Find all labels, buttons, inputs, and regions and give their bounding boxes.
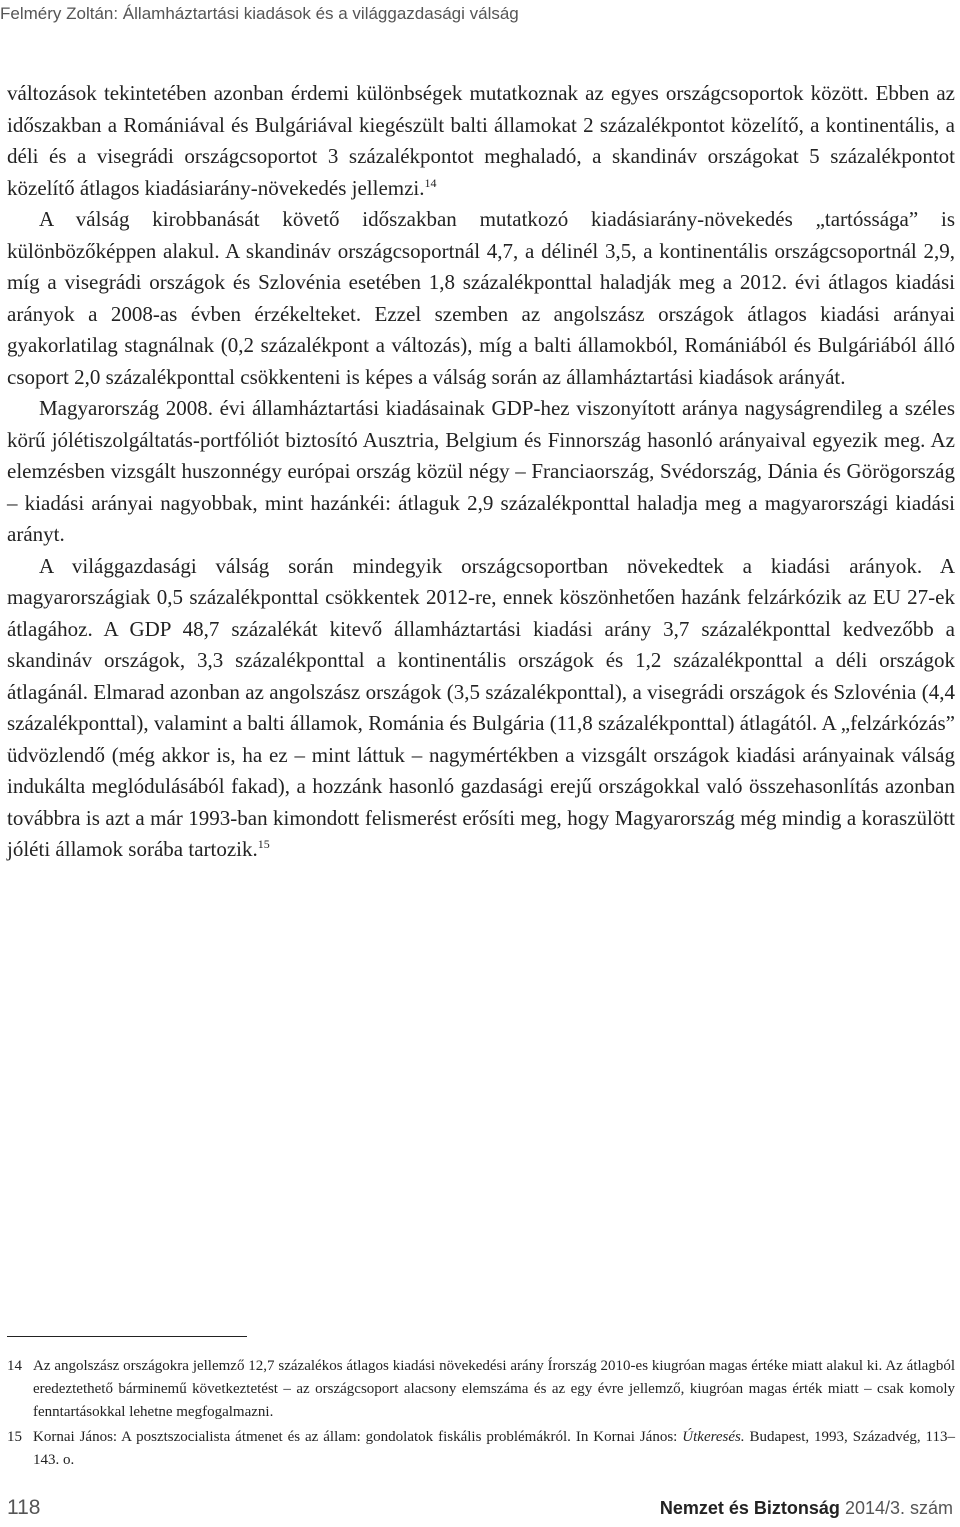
footnote-text (33, 1426, 955, 1472)
body-text (7, 78, 955, 866)
paragraph-4 (7, 551, 955, 866)
page-footer (7, 1496, 957, 1524)
footnote-divider (7, 1336, 247, 1337)
journal-name: Nemzet és Biztonság (659, 1498, 840, 1518)
paragraph-3 (7, 393, 955, 551)
paragraph-1-text: változások tekintetében azonban érdemi különbségek mutatkoznak az egyes országcsoportok között. Ebben az időszakban a Romániával és Bulgáriával kiegészült balti államokat 2 százalékpontot közelítő, a kontinentális, a déli és a visegrádi országcsoportot 3 százalékpontot meghaladó, a skandináv országokat 5 százalékpontot közelítő átlagos kiadásiarány-növekedés jellemzi. (7, 81, 955, 200)
footnote-body: Az angolszász országokra jellemző 12,7 százalékos átlagos kiadási növekedési arány Írország 2010-es kiugróan magas értéke miatt alakul ki. Az átlagból eredeztethető bárminemű következtetést – az országcsoport alacsony elemszáma és az egy évre jellemző, kiugróan magas érték miatt – csak komoly fenntartásokkal lehetne megfogalmazni. (33, 1358, 955, 1420)
journal-issue: 2014/3. szám (844, 1498, 953, 1518)
running-header: Felméry Zoltán: Államháztartási kiadások és a világgazdasági válság (0, 4, 519, 23)
footnote-book-title: Útkeresés. (682, 1429, 745, 1445)
footnote-ref-15[interactable]: 15 (257, 837, 270, 851)
footnote-14 (7, 1355, 955, 1424)
paragraph-4-text: A világgazdasági válság során mindegyik országcsoportban növekedtek a kiadási arányok. A magyarországiak 0,5 százalékponttal csökkentek 2012-re, ennek köszönhetően hazánk felzárkózik az EU 27-ek átlagához. A GDP 48,7 százalékát kitevő államháztartási kiadási arány 3,7 százalékponttal kedvezőbb a skandináv országok, 3,3 százalékponttal a kontinentális országok és 1,2 százalékponttal a déli országok átlagánál. Elmarad azonban az angolszász országok (3,5 százalékponttal), a visegrádi országok és Szlovénia (4,4 százalékponttal), valamint a balti államok, Románia és Bulgária (11,8 százalékponttal) átlagától. A „felzárkózás” üdvözlendő (még akkor is, ha ez – mint láttuk – nagymértékben a vizsgált országok kiadási arányainak válság indukálta meglódulásából fakad), a hozzánk hasonló gazdasági erejű országokkal való összehasonlítás azonban továbbra is azt a már 1993-ban kimondott felismerést erősíti meg, hogy Magyarország még mindig a koraszülött jóléti államok sorába tartozik. (7, 553, 955, 861)
journal-label (660, 1498, 953, 1519)
paragraph-2-text: A válság kirobbanását követő időszakban mutatkozó kiadásiarány-növekedés „tartóssága” is különbözőképpen alakul. A skandináv országcsoportnál 4,7, a délinél 3,5, a kontinentális országcsoportnál 2,9, míg a visegrádi országok és Szlovénia esetében 1,8 százalékponttal haladják meg a 2012. évi átlagos kiadási arányok a 2008-as évben érzékelteket. Ezzel szemben az angolszász országok átlagos kiadási arányai gyakorlatilag stagnálnak (0,2 százalékpont a változás), míg a balti államokból, Romániából és Bulgáriából álló csoport 2,0 százalékponttal csökkenteni is képes a válság során az államháztartási kiadások arányát. (7, 207, 955, 389)
footnotes (7, 1355, 955, 1474)
footnote-number: 15 (7, 1429, 22, 1445)
footnote-number: 14 (7, 1358, 22, 1374)
footnote-15 (7, 1426, 955, 1472)
paragraph-3-text: Magyarország 2008. évi államháztartási kiadásainak GDP-hez viszonyított aránya nagyságrendileg a széles körű jólétiszolgáltatás-portfóliót biztosító Ausztria, Belgium és Finnország hasonló arányaival egyezik meg. Az elemzésben vizsgált huszonnégy európai ország közül négy – Franciaország, Svédország, Dánia és Görögország – kiadási arányai nagyobbak, mint hazánkéi: átlaguk 2,9 százalékponttal haladja meg a magyarországi kiadási arányt. (7, 396, 955, 546)
footnote-body: Kornai János: A posztszocialista átmenet és az állam: gondolatok fiskális problémákról. In Kornai János: (33, 1429, 683, 1445)
footnote-publication: Budapest, 1993, Századvég, 113–143. o. (33, 1429, 955, 1468)
footnote-text (33, 1355, 955, 1424)
footnote-ref-14[interactable]: 14 (424, 175, 437, 190)
paragraph-2 (7, 204, 955, 393)
page-number: 118 (7, 1496, 41, 1519)
paragraph-1 (7, 78, 955, 204)
